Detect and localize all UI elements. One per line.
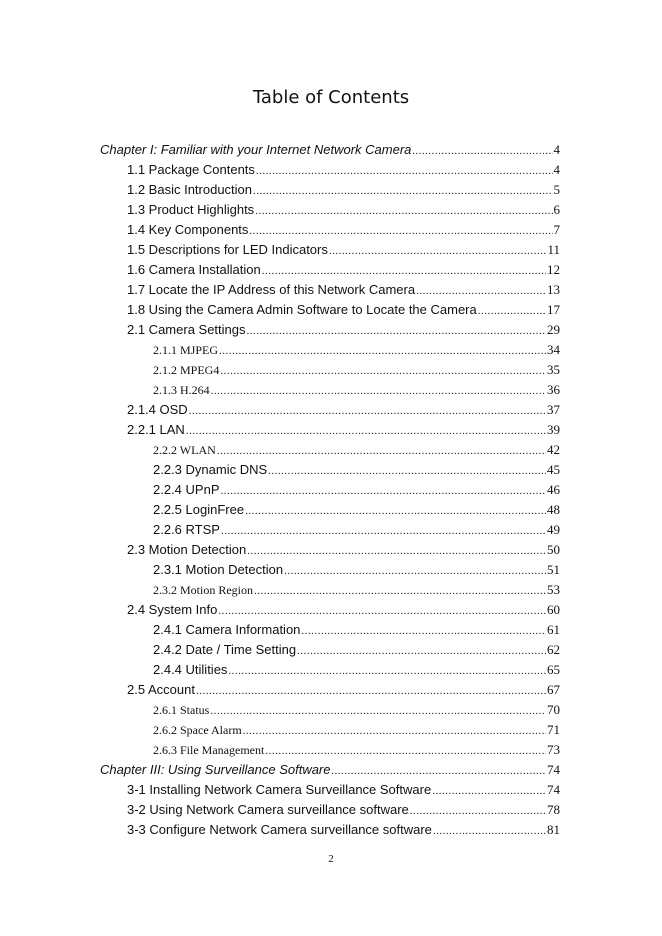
toc-entry-label: 2.5 Account xyxy=(127,682,195,697)
toc-entry-label: 3-2 Using Network Camera surveillance software xyxy=(127,802,409,817)
toc-entry-label: 2.1 Camera Settings xyxy=(127,322,246,337)
toc-entry-label: 2.1.4 OSD xyxy=(127,402,188,417)
toc-entry-label: 2.2.2 WLAN xyxy=(153,443,216,457)
toc-entry-label: 2.2.4 UPnP xyxy=(153,482,220,497)
toc-entry[interactable] xyxy=(127,282,560,302)
toc-entry[interactable] xyxy=(127,242,560,262)
toc-leader-dots xyxy=(332,765,547,777)
toc-leader-dots xyxy=(254,585,546,597)
toc-entry-page: 62 xyxy=(547,642,560,657)
toc-entry-label: 1.6 Camera Installation xyxy=(127,262,261,277)
toc-leader-dots xyxy=(268,465,546,477)
toc-leader-dots xyxy=(210,705,546,717)
toc-entry[interactable] xyxy=(127,262,560,282)
toc-leader-dots xyxy=(220,365,546,377)
toc-entry-page: 67 xyxy=(547,682,560,697)
toc-entry-label: 1.4 Key Components xyxy=(127,222,249,237)
toc-entry-label: 2.3 Motion Detection xyxy=(127,542,247,557)
toc-entry-page: 46 xyxy=(547,482,560,497)
toc-entry-label: 2.2.5 LoginFree xyxy=(153,502,245,517)
toc-leader-dots xyxy=(297,645,546,657)
toc-entry-page: 7 xyxy=(553,222,560,237)
toc-entry-page: 61 xyxy=(547,622,560,637)
toc-entry-page: 4 xyxy=(553,162,560,177)
toc-entry[interactable] xyxy=(153,482,560,502)
toc-entry[interactable] xyxy=(153,362,560,382)
toc-entry[interactable] xyxy=(127,422,560,442)
toc-entry[interactable] xyxy=(153,502,560,522)
toc-entry-label: 2.1.3 H.264 xyxy=(153,383,210,397)
toc-leader-dots xyxy=(196,685,546,697)
toc-leader-dots xyxy=(217,445,546,457)
toc-entry[interactable] xyxy=(127,162,560,182)
toc-entry-label: 2.6.2 Space Alarm xyxy=(153,723,242,737)
toc-entry-page: 6 xyxy=(553,202,560,217)
toc-entry-label: 2.4.4 Utilities xyxy=(153,662,228,677)
toc-entry[interactable] xyxy=(153,562,560,582)
toc-leader-dots xyxy=(265,745,546,757)
toc-leader-dots xyxy=(228,665,546,677)
toc-entry-label: Chapter III: Using Surveillance Software xyxy=(100,762,331,777)
toc-entry-page: 70 xyxy=(547,702,560,717)
toc-entry-label: 1.1 Package Contents xyxy=(127,162,255,177)
toc-entry-label: 1.5 Descriptions for LED Indicators xyxy=(127,242,328,257)
toc-entry[interactable] xyxy=(153,442,560,462)
toc-leader-dots xyxy=(243,725,546,737)
toc-entry-label: 2.2.6 RTSP xyxy=(153,522,220,537)
toc-leader-dots xyxy=(249,225,552,237)
toc-entry[interactable] xyxy=(127,602,560,622)
toc-leader-dots xyxy=(329,245,547,257)
toc-entry[interactable] xyxy=(127,302,560,322)
toc-entry-page: 17 xyxy=(547,302,560,317)
toc-leader-dots xyxy=(478,305,546,317)
toc-entry-page: 35 xyxy=(547,362,560,377)
page-number: 2 xyxy=(328,853,334,865)
toc-entry-page: 51 xyxy=(547,562,560,577)
toc-leader-dots xyxy=(410,805,546,817)
toc-entry-page: 5 xyxy=(553,182,560,197)
toc-entry-label: 2.4.2 Date / Time Setting xyxy=(153,642,297,657)
toc-entry[interactable] xyxy=(127,542,560,562)
toc-leader-dots xyxy=(221,485,547,497)
toc-leader-dots xyxy=(189,405,546,417)
toc-leader-dots xyxy=(253,185,552,197)
toc-entry-label: 2.3.2 Motion Region xyxy=(153,583,254,597)
toc-entry-page: 29 xyxy=(547,322,560,337)
toc-entry-page: 74 xyxy=(547,762,560,777)
toc-leader-dots xyxy=(412,145,552,157)
toc-entry[interactable] xyxy=(127,802,560,822)
toc-entry-label: 3-1 Installing Network Camera Surveillance Software xyxy=(127,782,432,797)
toc-entry-page: 53 xyxy=(547,582,560,597)
toc-entry-page: 13 xyxy=(547,282,560,297)
toc-entry[interactable] xyxy=(153,702,560,722)
toc-entry-label: 2.4 System Info xyxy=(127,602,218,617)
toc-entry-page: 11 xyxy=(547,242,560,257)
toc-leader-dots xyxy=(433,825,546,837)
toc-leader-dots xyxy=(245,505,546,517)
toc-entry[interactable] xyxy=(127,182,560,202)
toc-entry-label: 3-3 Configure Network Camera surveillance software xyxy=(127,822,432,837)
toc-entry[interactable] xyxy=(127,402,560,422)
toc-entry-label: 1.8 Using the Camera Admin Software to Locate the Camera xyxy=(127,302,477,317)
toc-entry[interactable] xyxy=(153,582,560,602)
toc-entry-page: 12 xyxy=(547,262,560,277)
toc-entry[interactable] xyxy=(153,662,560,682)
toc-entry-page: 48 xyxy=(547,502,560,517)
toc-entry[interactable] xyxy=(153,742,560,762)
toc-entry[interactable] xyxy=(127,682,560,702)
toc-leader-dots xyxy=(284,565,546,577)
toc-entry-page: 34 xyxy=(547,342,560,357)
toc-entry-page: 74 xyxy=(547,782,560,797)
toc-entry-label: 2.6.3 File Management xyxy=(153,743,265,757)
toc-leader-dots xyxy=(247,545,546,557)
toc-entry-label: Chapter I: Familiar with your Internet Network Camera xyxy=(100,142,412,157)
toc-leader-dots xyxy=(432,785,546,797)
toc-leader-dots xyxy=(301,625,546,637)
toc-entry-page: 73 xyxy=(547,742,560,757)
page-title: Table of Contents xyxy=(252,87,410,108)
toc-entry-label: 2.2.1 LAN xyxy=(127,422,185,437)
toc-leader-dots xyxy=(262,265,546,277)
toc-entry-page: 36 xyxy=(547,382,560,397)
toc-leader-dots xyxy=(186,425,546,437)
toc-entry[interactable] xyxy=(153,462,560,482)
toc-entry-label: 2.1.2 MPEG4 xyxy=(153,363,220,377)
toc-entry-page: 4 xyxy=(553,142,560,157)
toc-entry[interactable] xyxy=(153,722,560,742)
toc-entry-page: 39 xyxy=(547,422,560,437)
toc-entry-page: 78 xyxy=(547,802,560,817)
toc-entry[interactable] xyxy=(100,762,560,782)
toc-entry[interactable] xyxy=(153,522,560,542)
toc-entry[interactable] xyxy=(153,642,560,662)
toc-entry-page: 81 xyxy=(547,822,560,837)
toc-entry[interactable] xyxy=(127,782,560,802)
toc-leader-dots xyxy=(219,345,546,357)
toc-entry[interactable] xyxy=(127,822,560,842)
toc-entry-page: 50 xyxy=(547,542,560,557)
toc-entry-page: 37 xyxy=(547,402,560,417)
toc-entry-label: 2.6.1 Status xyxy=(153,703,210,717)
toc-leader-dots xyxy=(211,385,546,397)
toc-entry[interactable] xyxy=(127,222,560,242)
toc-entry-page: 45 xyxy=(547,462,560,477)
toc-entry[interactable] xyxy=(153,382,560,402)
toc-leader-dots xyxy=(218,605,546,617)
toc-entry[interactable] xyxy=(127,202,560,222)
toc-entry[interactable] xyxy=(153,342,560,362)
toc-entry-label: 1.2 Basic Introduction xyxy=(127,182,253,197)
toc-leader-dots xyxy=(256,165,553,177)
toc-leader-dots xyxy=(416,285,546,297)
toc-entry[interactable] xyxy=(153,622,560,642)
toc-entry-label: 1.3 Product Highlights xyxy=(127,202,255,217)
toc-entry-label: 2.3.1 Motion Detection xyxy=(153,562,284,577)
toc-leader-dots xyxy=(255,205,552,217)
toc-entry-label: 2.1.1 MJPEG xyxy=(153,343,219,357)
toc-entry-label: 2.4.1 Camera Information xyxy=(153,622,301,637)
toc-entry[interactable] xyxy=(127,322,560,342)
toc-entry-page: 42 xyxy=(547,442,560,457)
toc-entry-page: 65 xyxy=(547,662,560,677)
toc-leader-dots xyxy=(221,525,546,537)
toc-entry-page: 60 xyxy=(547,602,560,617)
toc-entry-label: 2.2.3 Dynamic DNS xyxy=(153,462,268,477)
toc-entry-page: 49 xyxy=(547,522,560,537)
toc-leader-dots xyxy=(247,325,546,337)
toc-entry-page: 71 xyxy=(547,722,560,737)
toc-entry[interactable] xyxy=(100,142,560,162)
toc-entry-label: 1.7 Locate the IP Address of this Network Camera xyxy=(127,282,416,297)
